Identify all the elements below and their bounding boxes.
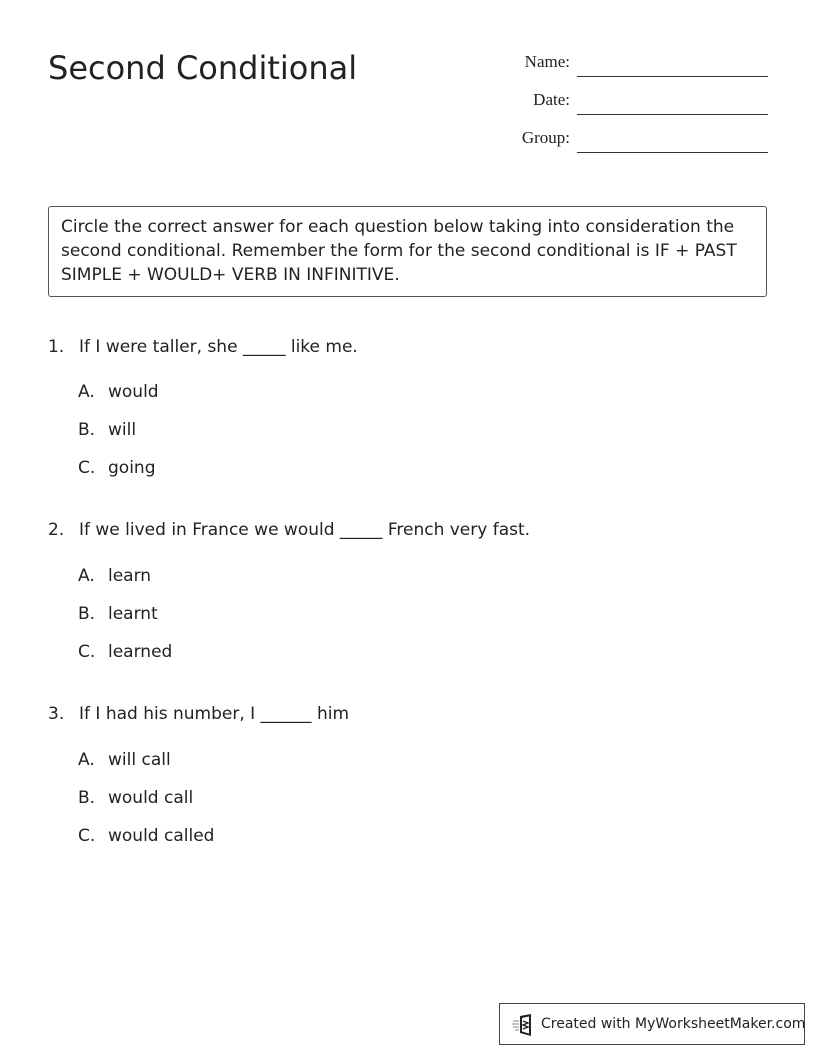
- question-text: If I had his number, I ______ him: [79, 704, 349, 724]
- option-letter: B.: [78, 420, 96, 440]
- question-number: 1.: [48, 337, 65, 357]
- question-text: If I were taller, she _____ like me.: [79, 337, 358, 357]
- question-number: 3.: [48, 704, 65, 724]
- option-letter: C.: [78, 642, 96, 662]
- footer-text: Created with MyWorksheetMaker.com: [541, 1016, 806, 1032]
- instructions-box: Circle the correct answer for each question below taking into consideration the second conditional. Remember the form for the second conditional is IF + PAST SIMPLE + WOULD+ VERB IN INFINITIVE.: [48, 206, 767, 297]
- date-label: Date:: [533, 90, 570, 109]
- option-letter: B.: [78, 604, 96, 624]
- option-letter: C.: [78, 458, 96, 478]
- option-letter: C.: [78, 826, 96, 846]
- question-number: 2.: [48, 520, 65, 540]
- option-text: would: [108, 382, 159, 402]
- worksheet-maker-logo-icon: [512, 1014, 536, 1036]
- option-text: would call: [108, 788, 194, 808]
- name-label: Name:: [524, 52, 570, 71]
- group-field[interactable]: [500, 128, 768, 158]
- option-letter: A.: [78, 382, 95, 402]
- option-letter: B.: [78, 788, 96, 808]
- footer-credit[interactable]: [499, 1003, 805, 1045]
- page-title: Second Conditional: [48, 49, 358, 87]
- date-field[interactable]: [500, 90, 768, 120]
- option-text: learnt: [108, 604, 158, 624]
- name-line[interactable]: [577, 76, 768, 77]
- date-line[interactable]: [577, 114, 768, 115]
- name-field[interactable]: [500, 52, 768, 82]
- question-text: If we lived in France we would _____ French very fast.: [79, 520, 531, 540]
- option-text: would called: [108, 826, 215, 846]
- group-line[interactable]: [577, 152, 768, 153]
- option-text: will call: [108, 750, 171, 770]
- option-text: learn: [108, 566, 152, 586]
- group-label: Group:: [521, 128, 570, 147]
- option-text: learned: [108, 642, 173, 662]
- option-text: going: [108, 458, 156, 478]
- option-letter: A.: [78, 566, 95, 586]
- option-letter: A.: [78, 750, 95, 770]
- option-text: will: [108, 420, 137, 440]
